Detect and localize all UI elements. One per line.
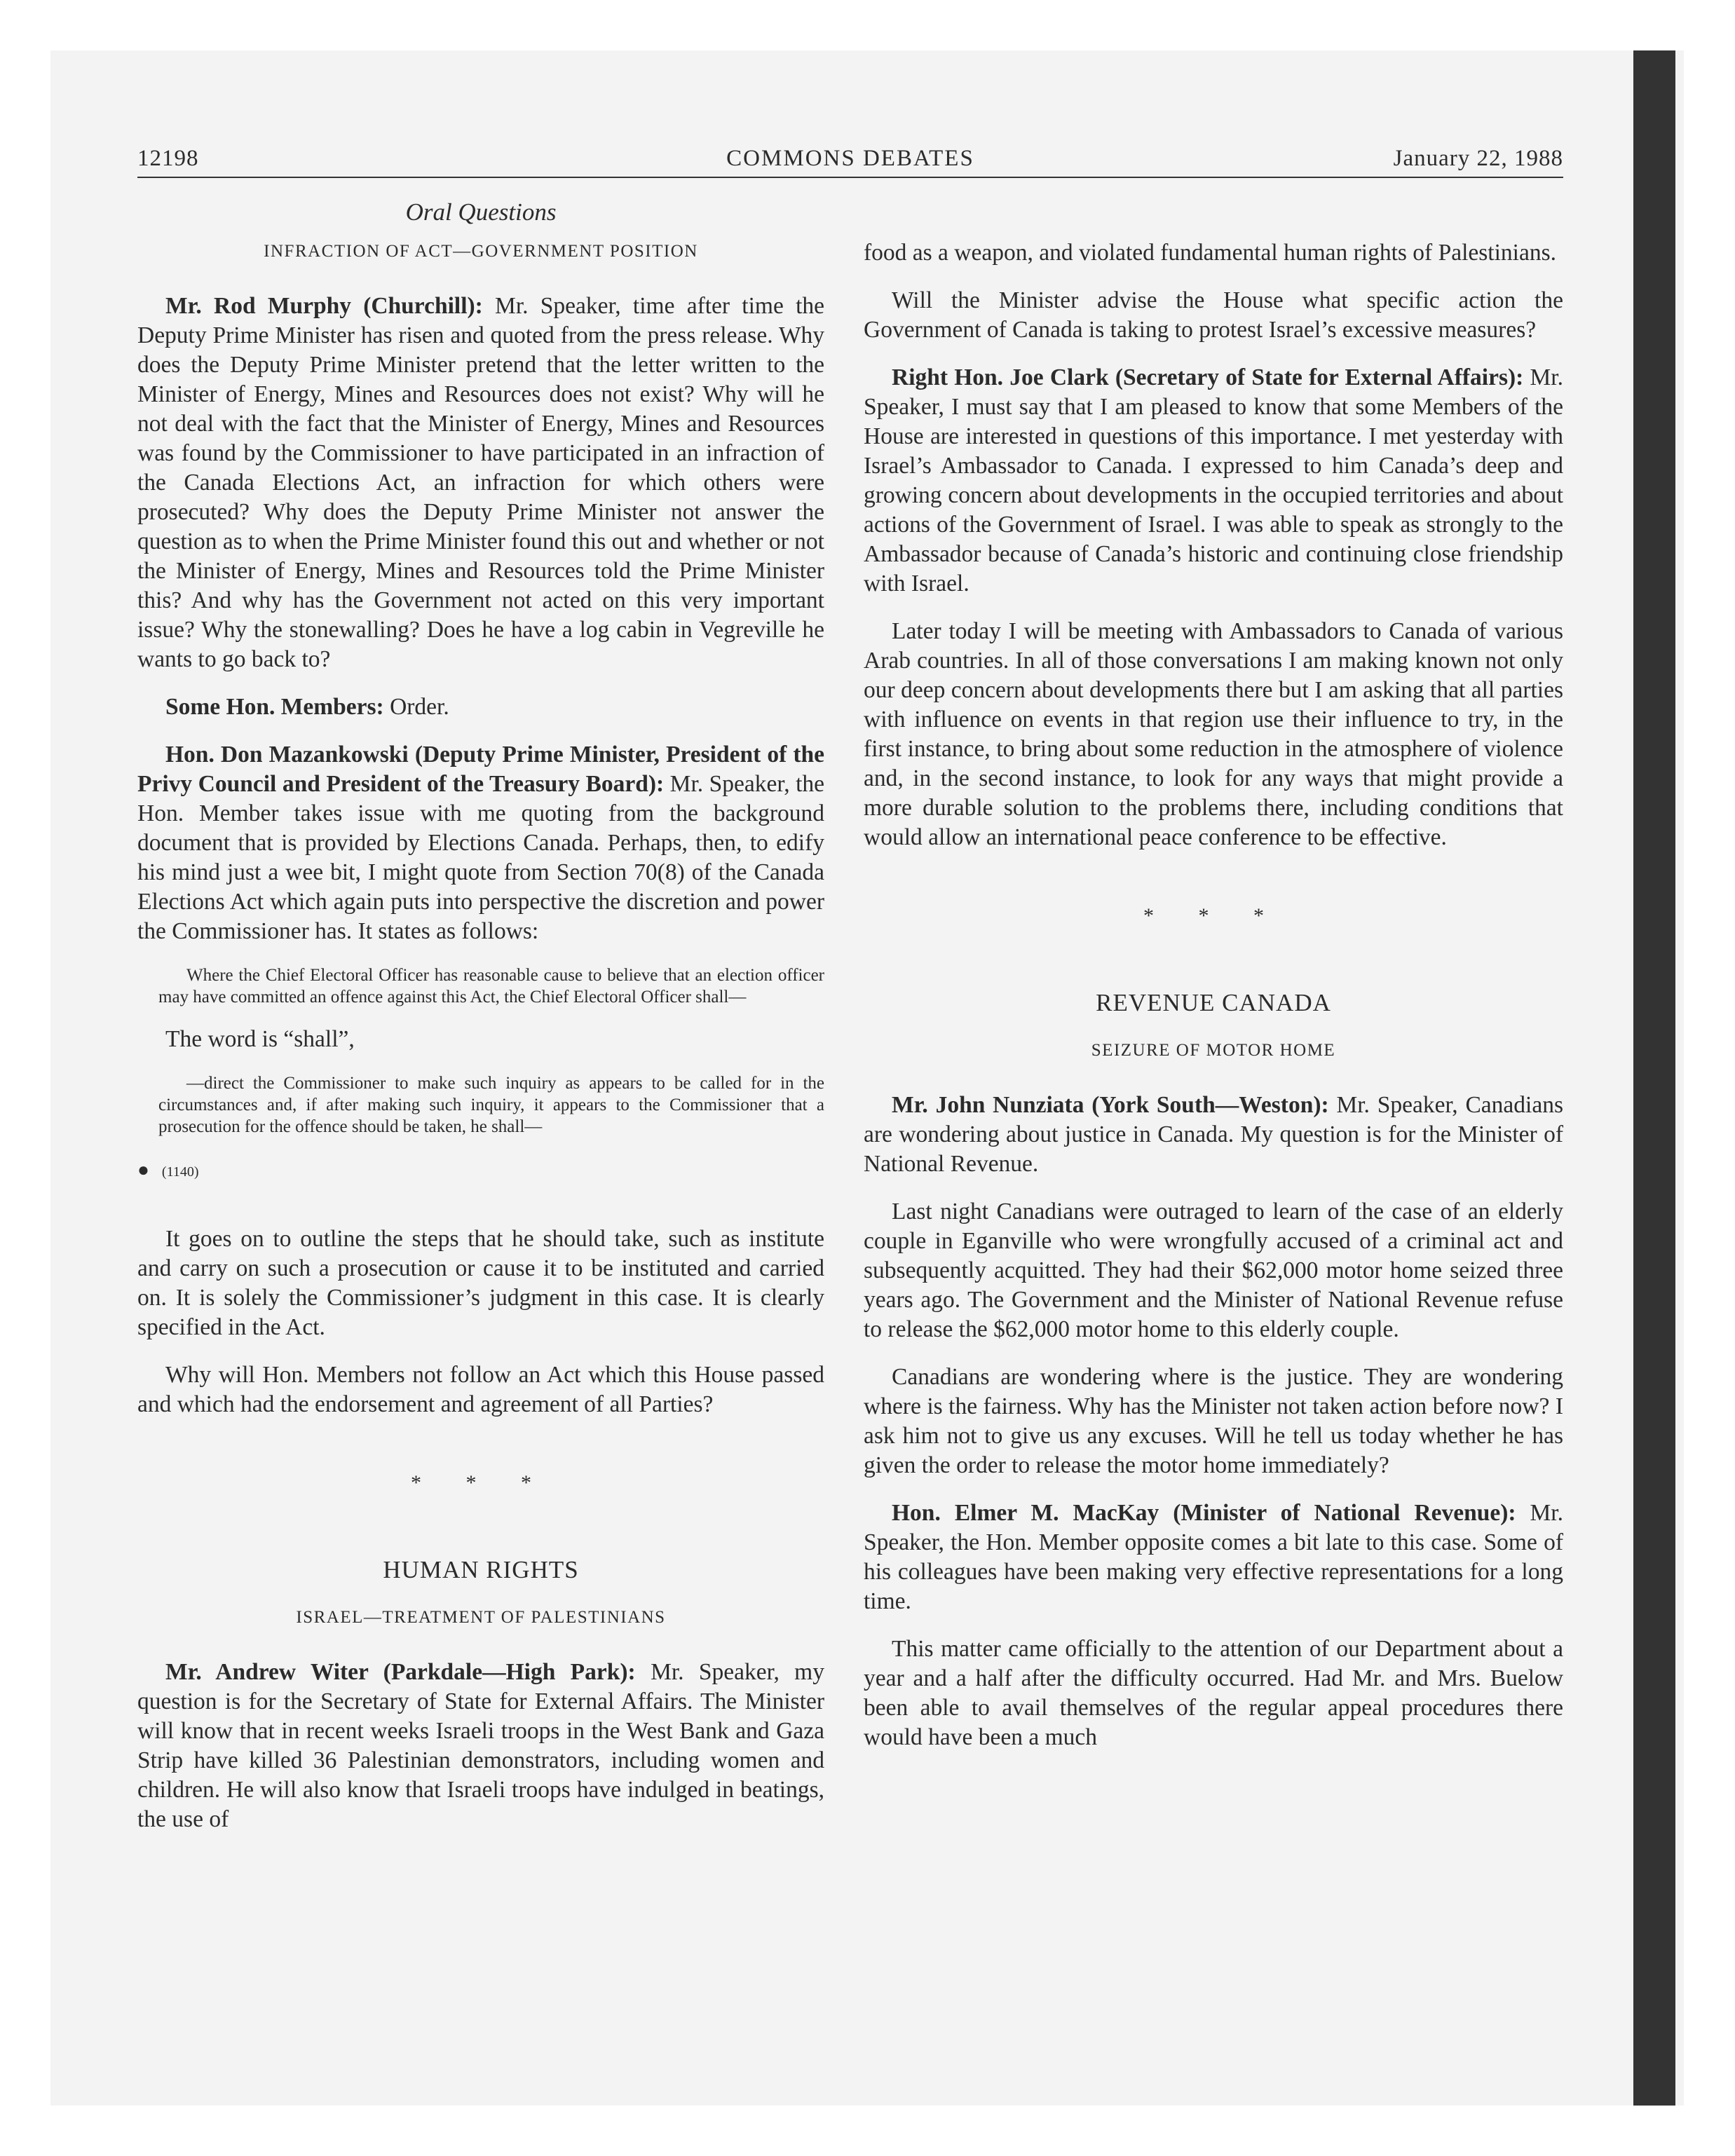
speech-text: Order. — [383, 694, 449, 720]
paragraph: This matter came officially to the attention of our Department about a year and a half after the difficulty occurred. Had Mr. and Mrs. Buelow been able to avail themselves of the regular appeal procedures there would have been a much — [864, 1636, 1563, 1750]
paragraph — [137, 740, 824, 946]
speaker-name: Some Hon. Members: — [165, 694, 384, 720]
speaker-name: Mr. Rod Murphy (Churchill): — [165, 293, 483, 319]
page-number: 12198 — [137, 146, 199, 171]
paragraph: It goes on to outline the steps that he should take, such as institute and carry on such a prosecution or cause it to be instituted and carried on. It is solely the Commissioner’s judgment in this case. It is clearly specified in the Act. — [137, 1226, 824, 1340]
time-marker-text: (1140) — [161, 1164, 199, 1180]
paragraph — [864, 1499, 1563, 1616]
section-separator: * * * — [1143, 904, 1284, 927]
publication-date: January 22, 1988 — [1393, 146, 1563, 171]
paragraph: Later today I will be meeting with Ambassadors to Canada of various Arab countries. In all of those conversations I am making known not only our deep concern about developments there but I am asking that all parties with influence on events in that region use their influence to try, in the first instance, to bring about some reduction in the atmosphere of violence and, in the second instance, to look for any ways that might provide a more durable solution to the problems there, including conditions that would allow an international peace conference to be effective. — [864, 618, 1563, 850]
subheading: SEIZURE OF MOTOR HOME — [1091, 1041, 1336, 1060]
section-kicker: Oral Questions — [405, 198, 557, 226]
speech-text: Mr. Speaker, Canadians are wondering about justice in Canada. My question is for the Minister of National Revenue. — [864, 1092, 1563, 1177]
paragraph: The word is “shall”, — [165, 1026, 355, 1052]
bullet-icon: ● — [137, 1159, 149, 1181]
publication-title: COMMONS DEBATES — [726, 146, 974, 171]
speaker-name: Right Hon. Joe Clark (Secretary of State for External Affairs): — [892, 364, 1524, 390]
speaker-name: Mr. Andrew Witer (Parkdale—High Park): — [165, 1659, 636, 1685]
section-heading: HUMAN RIGHTS — [383, 1556, 579, 1583]
page-header — [137, 146, 1563, 178]
block-quote: Where the Chief Electoral Officer has reasonable cause to believe that an election officer may have committed an offence against this Act, the Chief Electoral Officer shall— — [158, 966, 824, 1007]
paragraph — [137, 692, 824, 722]
subheading: INFRACTION OF ACT—GOVERNMENT POSITION — [264, 242, 698, 261]
section-heading: REVENUE CANADA — [1096, 989, 1331, 1016]
time-marker — [137, 1156, 824, 1187]
speech-text: Mr. Speaker, I must say that I am pleased to know that some Members of the House are interested in questions of this importance. I met yesterday with Israel’s Ambassador to Canada. I expressed to him Canada’s deep and growing concern about developments in the occupied territories and about actions of the Government of Israel. I was able to speak as strongly to the Ambassador because of Canada’s historic and continuing close friendship with Israel. — [864, 364, 1563, 596]
paragraph — [137, 292, 824, 674]
block-quote: —direct the Commissioner to make such inquiry as appears to be called for in the circumstances and, if after making such inquiry, it appears to the Commissioner that a prosecution for the offence should be taken, he shall— — [158, 1074, 824, 1136]
paragraph — [864, 363, 1563, 599]
subheading: ISRAEL—TREATMENT OF PALESTINIANS — [296, 1608, 666, 1627]
speech-text: Mr. Speaker, my question is for the Secretary of State for External Affairs. The Minister will know that in recent weeks Israeli troops in the West Bank and Gaza Strip have killed 36 Palestinian demonstrators, including women and children. He will also know that Israeli troops have indulged in beatings, the use of — [137, 1659, 824, 1832]
speaker-name: Hon. Elmer M. MacKay (Minister of National Revenue): — [892, 1500, 1516, 1526]
speaker-name: Hon. Don Mazankowski (Deputy Prime Minister, President of the Privy Council and President of the Treasury Board): — [137, 742, 824, 797]
scan-edge-shadow — [1633, 50, 1675, 2106]
left-column — [137, 196, 824, 1853]
paragraph: Will the Minister advise the House what specific action the Government of Canada is taking to protest Israel’s excessive measures? — [864, 287, 1563, 343]
paragraph: food as a weapon, and violated fundamental human rights of Palestinians. — [864, 240, 1557, 266]
paragraph: Last night Canadians were outraged to learn of the case of an elderly couple in Eganville who were wrongfully accused of a criminal act and subsequently acquitted. They had their $62,000 motor home seized three years ago. The Government and the Minister of National Revenue refuse to release the $62,000 motor home to this elderly couple. — [864, 1199, 1563, 1342]
paragraph — [137, 1658, 824, 1834]
speech-text: Mr. Speaker, the Hon. Member takes issue with me quoting from the background document that is provided by Elections Canada. Perhaps, then, to edify his mind just a wee bit, I might quote from Section 70(8) of the Canada Elections Act which again puts into perspective the discretion and power the Commissioner has. It states as follows: — [137, 771, 824, 944]
speaker-name: Mr. John Nunziata (York South—Weston): — [892, 1092, 1329, 1118]
paragraph — [864, 1091, 1563, 1179]
paragraph: Why will Hon. Members not follow an Act which this House passed and which had the endorsement and agreement of all Parties? — [137, 1362, 824, 1417]
speech-text: Mr. Speaker, the Hon. Member opposite comes a bit late to this case. Some of his colleagues have been making very effective representations for a long time. — [864, 1500, 1563, 1614]
right-column — [864, 238, 1563, 1770]
section-separator: * * * — [411, 1471, 551, 1494]
speech-text: Mr. Speaker, time after time the Deputy Prime Minister has risen and quoted from the press release. Why does the Deputy Prime Minister pretend that the letter written to the Minister of Energy, Mines and Resources does not exist? Why will he not deal with the fact that the Minister of Energy, Mines and Resources was found by the Commissioner to have participated in an infraction of the Canada Elections Act, an infraction for which others were prosecuted? Why does the Deputy Prime Minister not answer the question as to when the Prime Minister found this out and whether or not the Minister of Energy, Mines and Resources told the Prime Minister this? And why has the Government not acted on this very important issue? Why the stonewalling? Does he have a log cabin in Vegreville he wants to go back to? — [137, 293, 824, 672]
paragraph: Canadians are wondering where is the justice. They are wondering where is the fairness. Why has the Minister not taken action before now? I ask him not to give us any excuses. Will he tell us today whether he has given the order to release the motor home immediately? — [864, 1364, 1563, 1478]
